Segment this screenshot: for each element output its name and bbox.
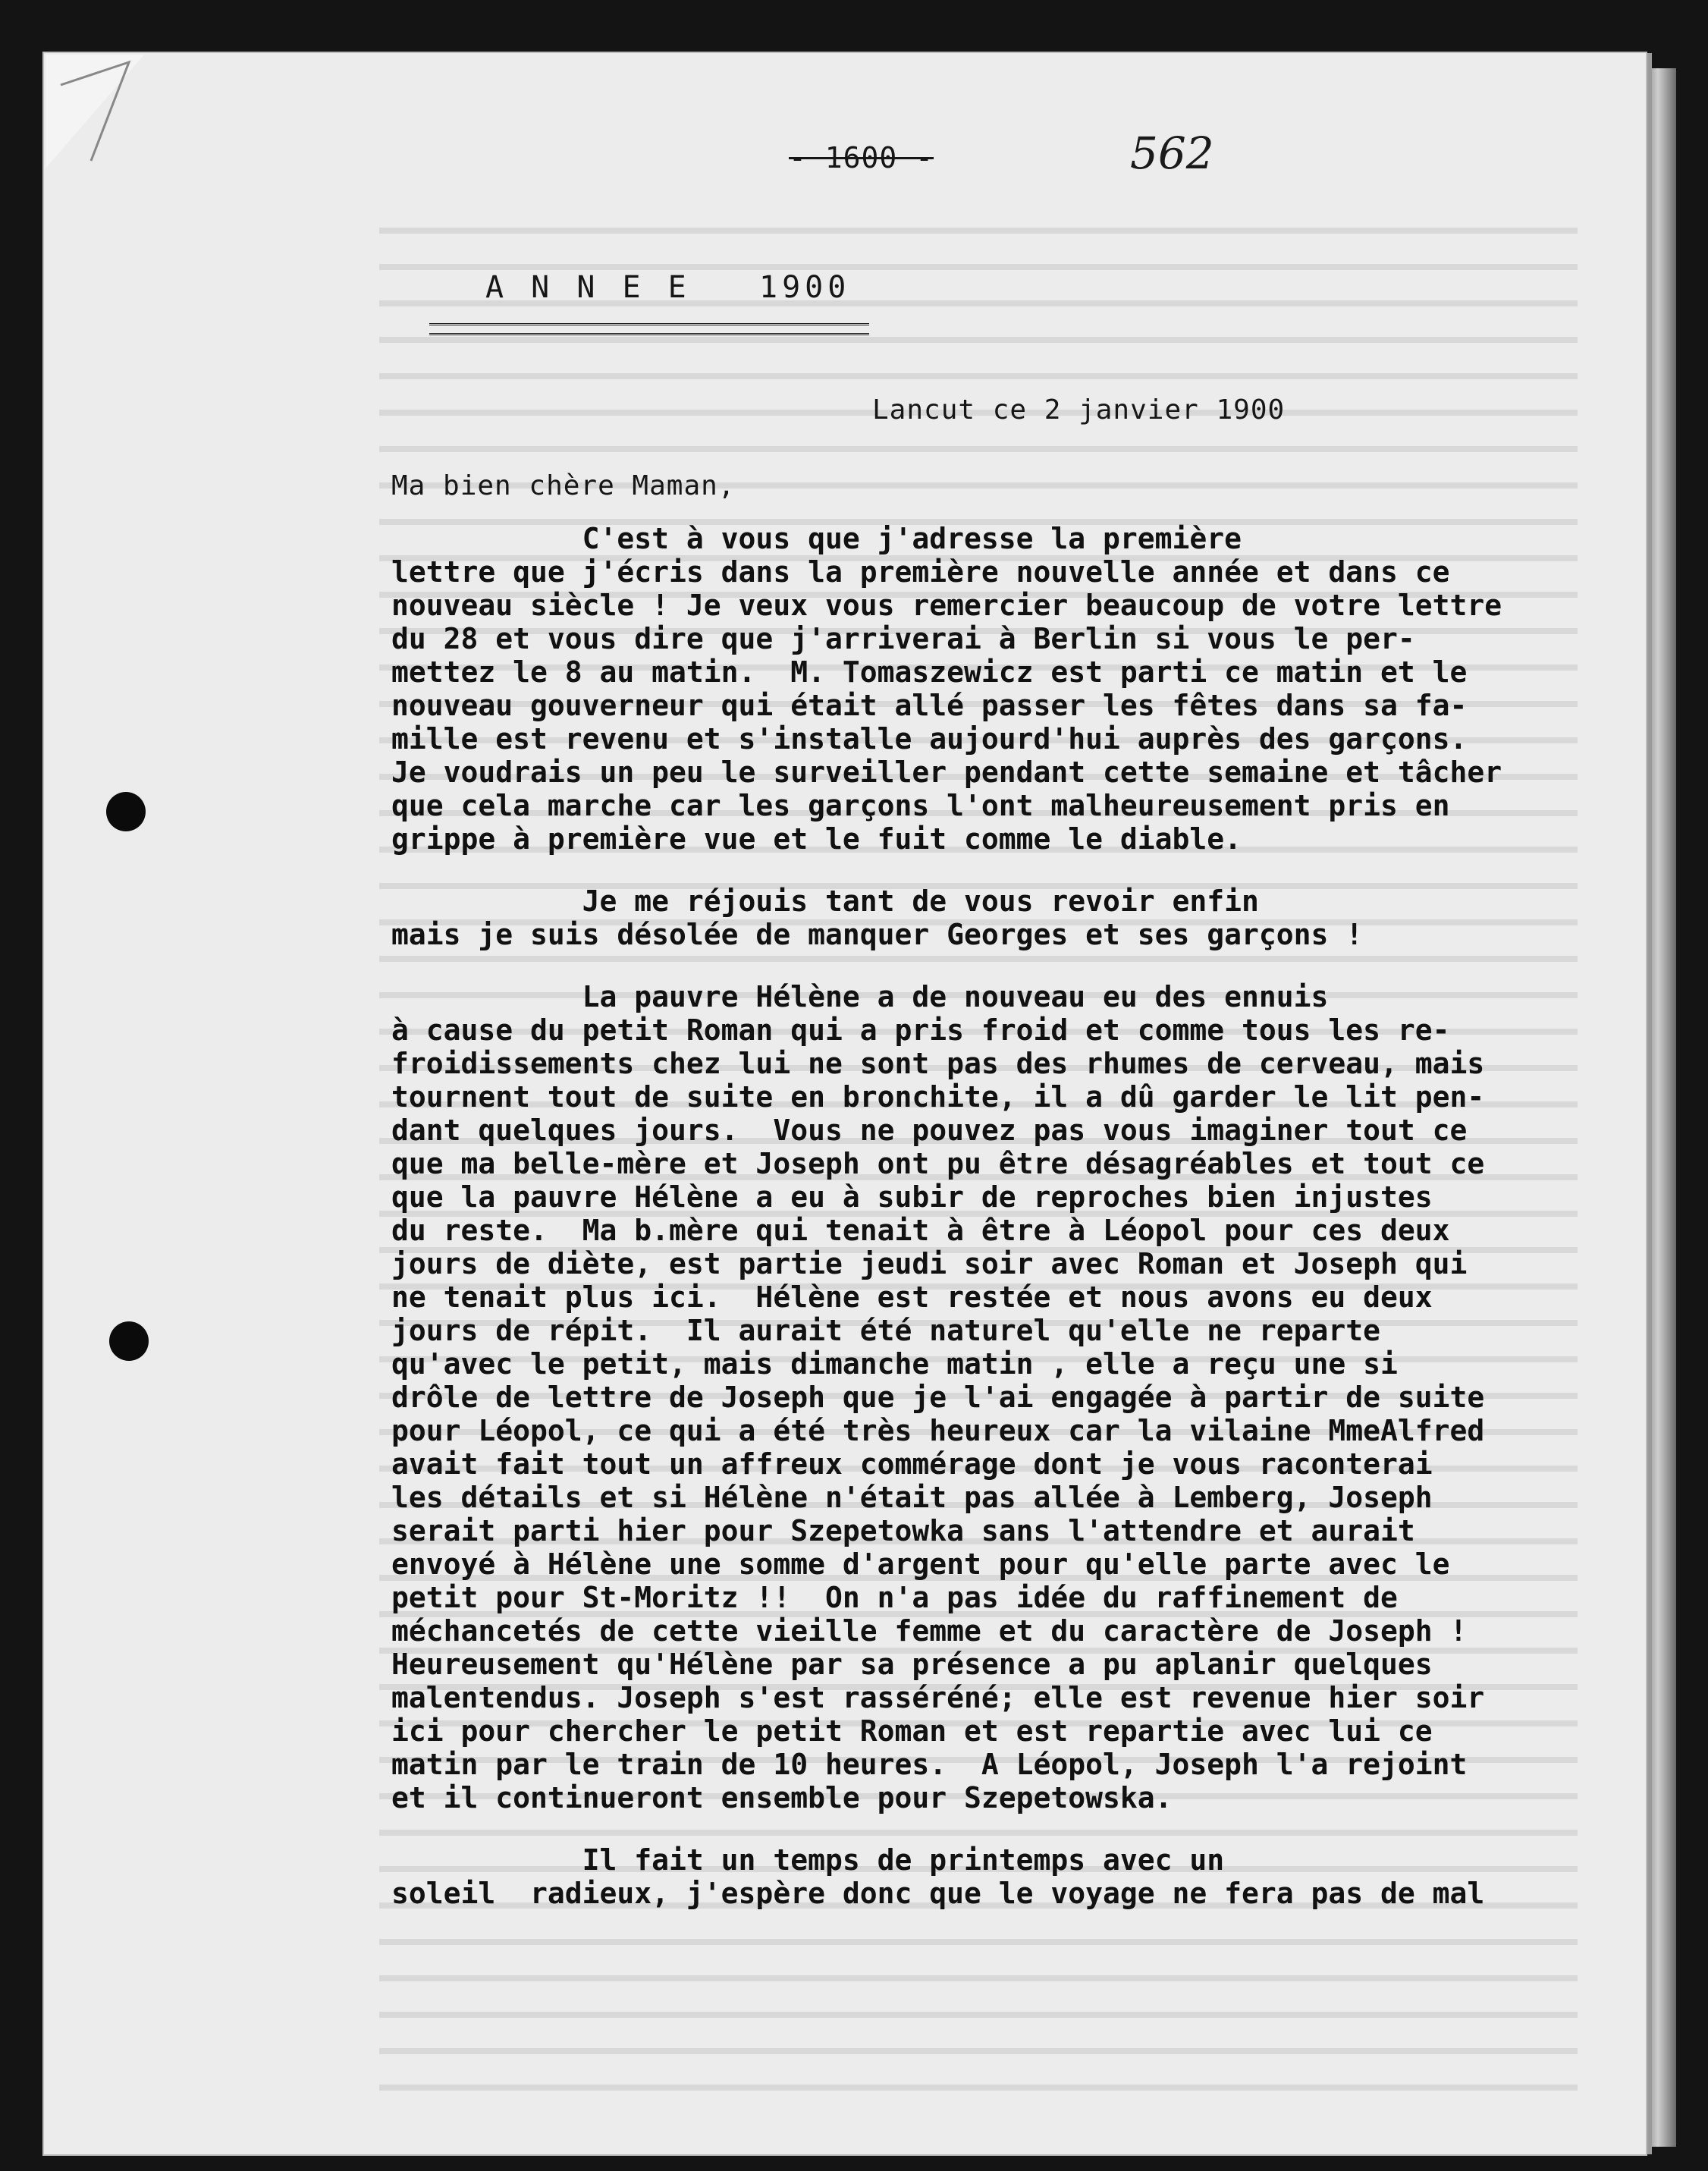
year-heading: A N N E E 1900 [485,270,851,305]
punch-hole-bottom [109,1321,149,1361]
paragraph-3: La pauvre Hélène a de nouveau eu des ennuis à cause du petit Roman qui a pris froid et comme tous les re- froidissements chez lui ne sont pas des rhumes de cerveau, mais tournent tout de suite en bronchite, il a dû garder le lit pen- dant quelques jours. Vous ne pouvez pas vous imaginer tout ce que ma belle-mère et Joseph ont pu être désagréables et tout ce que la pauvre Hélène a eu à subir de reproches bien injustes du reste. Ma b.mère qui tenait à être à Léopol pour ces deux jours de diète, est partie jeudi soir avec Roman et Joseph qui ne tenait plus ici. Hélène est restée et nous avons eu deux jours de répit. Il aurait été naturel qu'elle ne reparte qu'avec le petit, mais dimanche matin , elle a reçu une si drôle de lettre de Joseph que je l'ai engagée à partir de suite pour Léopol, ce qui a été très heureux car la vilaine MmeAlfred avait fait tout un affreux commérage dont je vous raconterai les détails et si Hélène n'était pas allée à Lemberg, Joseph serait parti hier pour Szepetowka sans l'attendre et aurait envoyé à Hélène une somme d'argent pour qu'elle parte avec le petit pour St-Moritz !! On n'a pas idée du raffinement de méchancetés de cette vieille femme et du caractère de Joseph ! Heureusement qu'Hélène par sa présence a pu aplanir quelques malentendus. Joseph s'est rasséréné; elle est revenue hier soir ici pour chercher le petit Roman et est repartie avec lui ce matin par le train de 10 heures. A Léopol, Joseph l'a rejoint et il continueront ensemble pour Szepetowska. [391,980,1485,1814]
paragraph-4: Il fait un temps de printemps avec un soleil radieux, j'espère donc que le voyage ne fera pas de mal [391,1843,1485,1910]
folded-corner [46,55,144,168]
paragraph-2: Je me réjouis tant de vous revoir enfin mais je suis désolée de manquer Georges et ses garçons ! [391,884,1364,951]
page-stack-edge [1646,68,1676,2147]
handwritten-page-number: 562 [1130,127,1214,179]
heading-underline [429,323,869,335]
punch-hole-top [106,792,146,831]
typed-page-number: - 1600 - [789,141,934,174]
letter-body [391,522,1635,1939]
letter-salutation: Ma bien chère Maman, [391,470,736,501]
letter-dateline: Lancut ce 2 janvier 1900 [872,394,1286,426]
paragraph-1: C'est à vous que j'adresse la première lettre que j'écris dans la première nouvelle année et dans ce nouveau siècle ! Je veux vous remercier beaucoup de votre lettre du 28 et vous dire que j'arriverai à Berlin si vous le per- mettez le 8 au matin. M. Tomaszewicz est parti ce matin et le nouveau gouverneur qui était allé passer les fêtes dans sa fa- mille est revenu et s'installe aujourd'hui auprès des garçons. Je voudrais un peu le surveiller pendant cette semaine et tâcher que cela marche car les garçons l'ont malheureusement pris en grippe à première vue et le fuit comme le diable. [391,522,1502,856]
